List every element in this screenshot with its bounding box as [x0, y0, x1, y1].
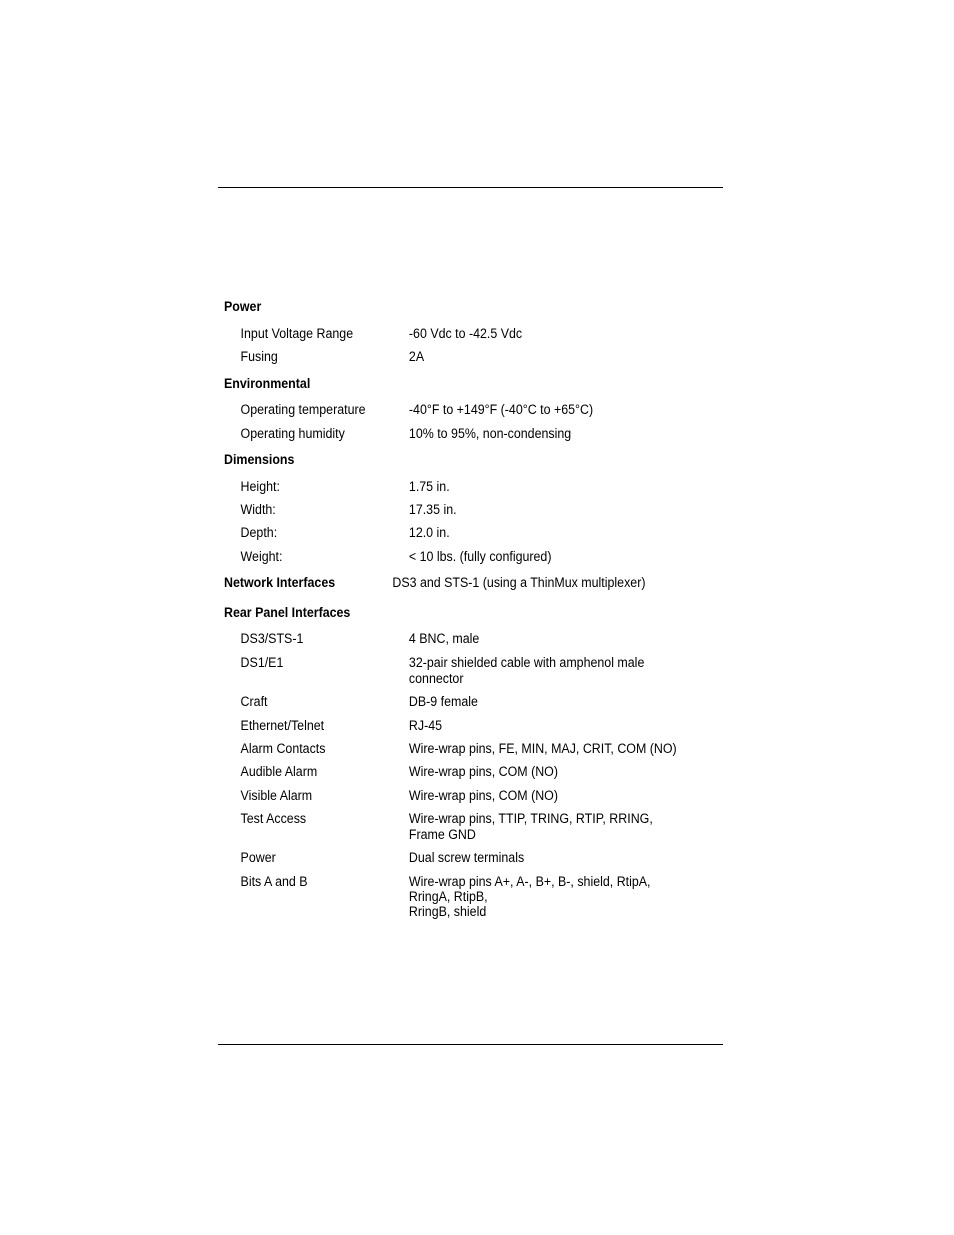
spec-value: RJ-45 — [408, 718, 443, 733]
spec-label: Weight: — [240, 549, 283, 564]
spec-row — [224, 764, 684, 780]
spec-row — [224, 655, 684, 687]
section-heading-network-interfaces: Network Interfaces — [224, 575, 336, 590]
spec-label: Depth: — [240, 525, 278, 540]
spec-label: DS3/STS-1 — [240, 631, 304, 646]
spec-value: 1.75 in. — [408, 479, 450, 494]
section-heading-rear-panel: Rear Panel Interfaces — [224, 605, 351, 620]
spec-value: 4 BNC, male — [408, 631, 480, 646]
specifications — [224, 297, 684, 919]
spec-row — [224, 811, 684, 843]
section-heading-environmental: Environmental — [224, 376, 311, 391]
spec-value: Wire-wrap pins, TTIP, TRING, RTIP, RRING, Frame GND — [408, 811, 653, 842]
spec-value: DS3 and STS-1 (using a ThinMux multiplexer) — [392, 575, 646, 590]
spec-label: Input Voltage Range — [240, 326, 354, 341]
spec-row — [224, 718, 684, 734]
spec-value: -40°F to +149°F (-40°C to +65°C) — [408, 402, 594, 417]
spec-label: Operating temperature — [240, 402, 366, 417]
spec-row — [224, 631, 684, 647]
spec-row — [224, 549, 684, 565]
spec-label: Height: — [240, 479, 280, 494]
spec-row — [224, 850, 684, 866]
spec-label: Craft — [240, 694, 268, 709]
section-heading-power: Power — [224, 299, 262, 314]
spec-value: Wire-wrap pins, COM (NO) — [408, 764, 558, 779]
spec-row — [224, 525, 684, 541]
spec-row — [224, 874, 684, 919]
spec-value: < 10 lbs. (fully configured) — [408, 549, 552, 564]
spec-row — [224, 788, 684, 804]
spec-label: Visible Alarm — [240, 788, 313, 803]
spec-row — [224, 502, 684, 518]
spec-row — [224, 326, 684, 342]
spec-row — [224, 741, 684, 757]
spec-label: Test Access — [240, 811, 307, 826]
spec-value: 10% to 95%, non-condensing — [408, 426, 572, 441]
network-interfaces-row — [224, 575, 684, 591]
spec-value: Dual screw terminals — [408, 850, 525, 865]
section-heading-dimensions: Dimensions — [224, 452, 295, 467]
spec-label: Fusing — [240, 349, 278, 364]
spec-value: Wire-wrap pins, FE, MIN, MAJ, CRIT, COM (NO) — [408, 741, 677, 756]
spec-value: Wire-wrap pins A+, A-, B+, B-, shield, RtipA, RringA, RtipB, RringB, shield — [408, 874, 651, 919]
spec-label: Ethernet/Telnet — [240, 718, 325, 733]
spec-label: Power — [240, 850, 276, 865]
spec-value: 12.0 in. — [408, 525, 450, 540]
spec-label: Bits A and B — [240, 874, 308, 889]
spec-value: -60 Vdc to -42.5 Vdc — [408, 326, 523, 341]
spec-label: Audible Alarm — [240, 764, 318, 779]
spec-value: 2A — [408, 349, 425, 364]
spec-label: Alarm Contacts — [240, 741, 326, 756]
spec-label: Operating humidity — [240, 426, 345, 441]
spec-value: 32-pair shielded cable with amphenol male connector — [408, 655, 645, 686]
spec-row — [224, 426, 684, 442]
spec-row — [224, 694, 684, 710]
spec-row — [224, 349, 684, 365]
spec-value: Wire-wrap pins, COM (NO) — [408, 788, 558, 803]
spec-row — [224, 479, 684, 495]
spec-label: DS1/E1 — [240, 655, 284, 670]
spec-value: 17.35 in. — [408, 502, 457, 517]
top-rule — [218, 187, 723, 188]
bottom-rule — [218, 1044, 723, 1045]
spec-label: Width: — [240, 502, 276, 517]
spec-value: DB-9 female — [408, 694, 478, 709]
spec-row — [224, 402, 684, 418]
